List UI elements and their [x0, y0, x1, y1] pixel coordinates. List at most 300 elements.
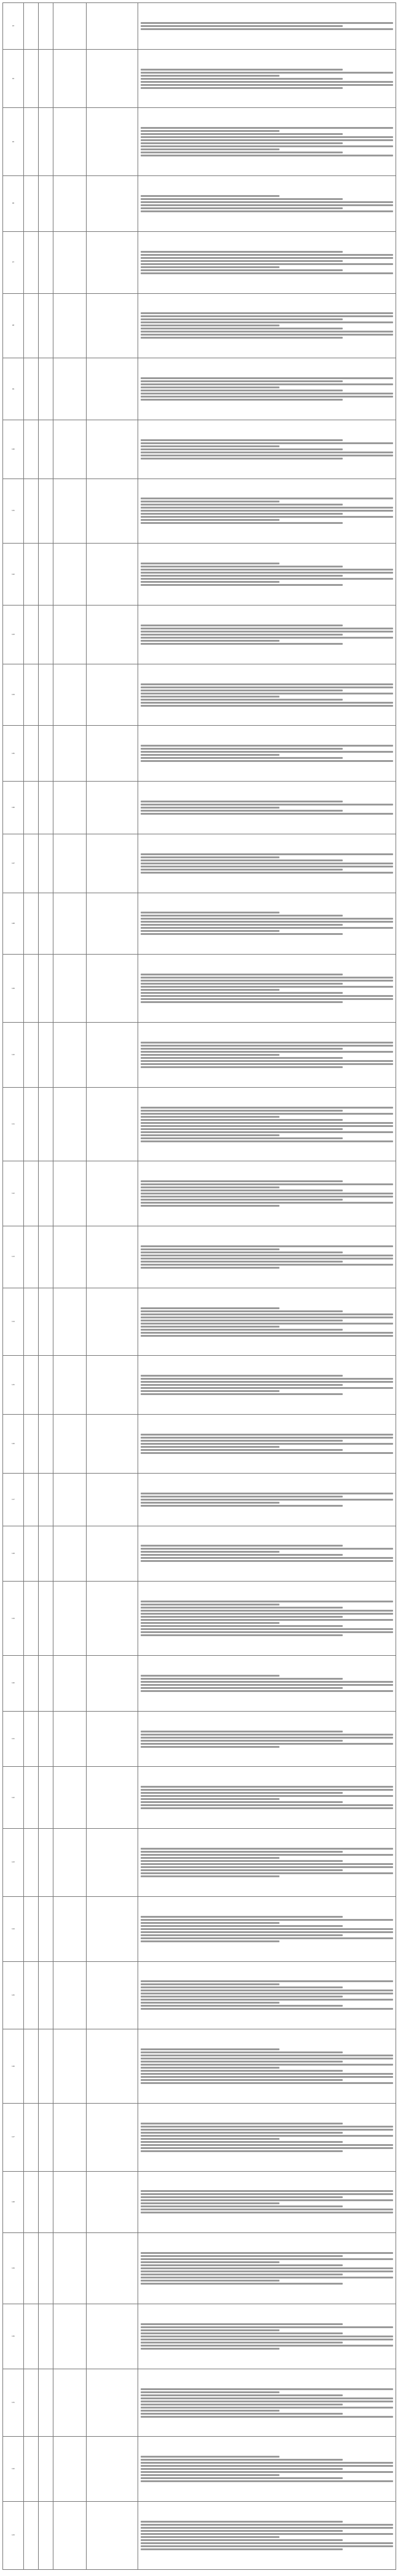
text-line	[141, 2258, 393, 2260]
text-line	[141, 2255, 343, 2257]
row-number: 103	[3, 606, 24, 664]
text-line	[141, 1737, 393, 1739]
text-line	[141, 2462, 393, 2464]
text-line	[141, 1332, 393, 1334]
document-page	[2, 2, 396, 2570]
table-row	[3, 726, 396, 782]
text-line	[141, 2471, 393, 2473]
text-line	[141, 2539, 343, 2541]
text-line	[141, 1681, 393, 1683]
text-line	[141, 2070, 343, 2072]
text-line	[141, 1180, 343, 1182]
district-cell	[24, 2502, 39, 2570]
text-line	[141, 696, 279, 698]
text-line	[141, 1119, 343, 1121]
content-cell	[138, 479, 396, 544]
text-line	[141, 992, 343, 994]
text-line	[141, 1916, 343, 1918]
row-number: 111	[3, 1087, 24, 1161]
unit-cell	[53, 2233, 87, 2304]
item-cell	[87, 2369, 138, 2437]
row-number: 129	[3, 2233, 24, 2304]
table-row	[3, 2437, 396, 2502]
table-row	[3, 1896, 396, 1961]
row-number: 127	[3, 2103, 24, 2171]
text-line	[141, 337, 343, 339]
text-line	[141, 801, 343, 802]
unit-cell	[53, 664, 87, 726]
text-line	[141, 1548, 393, 1550]
text-line	[141, 87, 343, 89]
text-line	[141, 2051, 343, 2053]
text-line	[141, 2348, 279, 2350]
department-cell	[39, 420, 53, 479]
text-line	[141, 1740, 343, 1742]
text-line	[141, 1801, 343, 1803]
text-line	[141, 1848, 393, 1850]
row-number: 116	[3, 1415, 24, 1474]
department-cell	[39, 479, 53, 544]
district-cell	[24, 2029, 39, 2104]
table-row	[3, 2369, 396, 2437]
text-line	[141, 2388, 393, 2390]
text-line	[141, 1001, 343, 1003]
text-line	[141, 2342, 343, 2343]
unit-cell	[53, 2369, 87, 2437]
unit-cell	[53, 293, 87, 358]
row-number: 101	[3, 479, 24, 544]
unit-cell	[53, 1711, 87, 1767]
text-line	[141, 1493, 393, 1494]
department-cell	[39, 1711, 53, 1767]
row-number: 97	[3, 231, 24, 293]
content-cell	[138, 1473, 396, 1526]
department-cell	[39, 176, 53, 232]
text-line	[141, 1110, 343, 1112]
text-line	[141, 507, 393, 509]
table-row	[3, 782, 396, 834]
text-line	[141, 1496, 343, 1498]
text-line	[141, 269, 343, 271]
item-cell	[87, 1473, 138, 1526]
content-cell	[138, 1226, 396, 1288]
text-line	[141, 1684, 393, 1686]
text-line	[141, 804, 393, 805]
text-line	[141, 513, 343, 515]
content-cell	[138, 420, 396, 479]
district-cell	[24, 293, 39, 358]
text-line	[141, 2150, 343, 2152]
text-line	[141, 1786, 393, 1788]
item-cell	[87, 955, 138, 1023]
department-cell	[39, 293, 53, 358]
text-line	[141, 152, 343, 153]
table-row	[3, 1961, 396, 2029]
department-cell	[39, 1022, 53, 1087]
text-line	[141, 321, 393, 323]
text-line	[141, 1731, 343, 1732]
text-line	[141, 455, 393, 456]
text-line	[141, 1925, 343, 1927]
text-line	[141, 2345, 393, 2347]
text-line	[141, 1452, 393, 1454]
table-row	[3, 1415, 396, 1474]
text-line	[141, 2456, 279, 2458]
text-line	[141, 869, 343, 871]
district-cell	[24, 1961, 39, 2029]
table-row	[3, 1655, 396, 1711]
table-row	[3, 1711, 396, 1767]
unit-cell	[53, 176, 87, 232]
table-row	[3, 1226, 396, 1288]
district-cell	[24, 1022, 39, 1087]
text-line	[141, 390, 343, 391]
text-line	[141, 566, 343, 567]
department-cell	[39, 2171, 53, 2233]
text-line	[141, 748, 343, 750]
table-row	[3, 1829, 396, 1897]
text-line	[141, 921, 393, 923]
text-line	[141, 1634, 343, 1636]
district-cell	[24, 606, 39, 664]
text-line	[141, 516, 393, 518]
text-line	[141, 1313, 393, 1315]
department-cell	[39, 1767, 53, 1829]
text-line	[141, 1329, 343, 1331]
item-cell	[87, 1087, 138, 1161]
text-line	[141, 1390, 279, 1392]
unit-cell	[53, 1356, 87, 1415]
content-cell	[138, 726, 396, 782]
district-cell	[24, 1582, 39, 1656]
table-row	[3, 3, 396, 50]
table-row	[3, 231, 396, 293]
district-cell	[24, 231, 39, 293]
text-line	[141, 1449, 343, 1451]
item-cell	[87, 358, 138, 420]
text-line	[141, 1690, 393, 1692]
content-cell	[138, 358, 396, 420]
text-line	[141, 312, 393, 314]
text-line	[141, 2135, 393, 2137]
text-line	[141, 933, 343, 935]
text-line	[141, 1267, 279, 1269]
department-cell	[39, 1226, 53, 1288]
district-cell	[24, 664, 39, 726]
text-line	[141, 1054, 279, 1056]
text-line	[141, 1557, 393, 1559]
content-cell	[138, 1961, 396, 2029]
text-line	[141, 581, 279, 583]
text-line	[141, 1107, 393, 1109]
text-line	[141, 1928, 393, 1930]
text-line	[141, 1378, 393, 1380]
table-row	[3, 49, 396, 108]
department-cell	[39, 358, 53, 420]
unit-cell	[53, 782, 87, 834]
table-row	[3, 2103, 396, 2171]
text-line	[141, 1381, 393, 1383]
row-number: 123	[3, 1829, 24, 1897]
text-line	[141, 584, 343, 586]
row-number: 98	[3, 293, 24, 358]
text-line	[141, 1604, 279, 1605]
row-number: 128	[3, 2171, 24, 2233]
row-number: 124	[3, 1896, 24, 1961]
text-line	[141, 1190, 343, 1191]
text-line	[141, 856, 279, 858]
department-cell	[39, 2029, 53, 2104]
unit-cell	[53, 2502, 87, 2570]
content-cell	[138, 231, 396, 293]
text-line	[141, 986, 393, 988]
item-cell	[87, 1896, 138, 1961]
department-cell	[39, 1356, 53, 1415]
content-cell	[138, 1161, 396, 1226]
text-line	[141, 260, 343, 262]
text-line	[141, 1610, 393, 1612]
content-cell	[138, 1829, 396, 1897]
department-cell	[39, 606, 53, 664]
row-number: 94	[3, 49, 24, 108]
text-line	[141, 155, 393, 156]
text-line	[141, 2267, 393, 2269]
text-line	[141, 22, 393, 24]
text-line	[141, 983, 343, 985]
department-cell	[39, 2369, 53, 2437]
district-cell	[24, 2103, 39, 2171]
text-line	[141, 2261, 279, 2263]
department-cell	[39, 108, 53, 176]
text-line	[141, 2055, 393, 2056]
district-cell	[24, 3, 39, 50]
text-line	[141, 1205, 279, 1207]
row-number: 132	[3, 2437, 24, 2502]
unit-cell	[53, 2029, 87, 2104]
text-line	[141, 1996, 343, 1997]
item-cell	[87, 1655, 138, 1711]
text-line	[141, 1335, 393, 1337]
text-line	[141, 2126, 393, 2128]
row-number: 108	[3, 893, 24, 955]
table-row	[3, 893, 396, 955]
table-row	[3, 1022, 396, 1087]
text-line	[141, 2202, 279, 2204]
table-row	[3, 2029, 396, 2104]
content-cell	[138, 176, 396, 232]
text-line	[141, 2548, 343, 2550]
text-line	[141, 1264, 393, 1266]
row-number: 110	[3, 1022, 24, 1087]
text-line	[141, 1931, 393, 1933]
table-row	[3, 606, 396, 664]
text-line	[141, 1387, 393, 1389]
table-body	[3, 3, 396, 2570]
text-line	[141, 142, 343, 144]
text-line	[141, 136, 393, 138]
text-line	[141, 683, 393, 685]
text-line	[141, 1675, 279, 1677]
text-line	[141, 575, 343, 577]
text-line	[141, 386, 279, 388]
content-cell	[138, 1526, 396, 1582]
text-line	[141, 2064, 393, 2066]
text-line	[141, 501, 279, 502]
text-line	[141, 257, 393, 259]
item-cell	[87, 1226, 138, 1288]
text-line	[141, 396, 393, 398]
text-line	[141, 1601, 393, 1602]
text-line	[141, 1875, 279, 1877]
item-cell	[87, 1711, 138, 1767]
table-row	[3, 358, 396, 420]
unit-cell	[53, 1896, 87, 1961]
text-line	[141, 2147, 393, 2149]
text-line	[141, 872, 393, 874]
content-cell	[138, 293, 396, 358]
unit-cell	[53, 1087, 87, 1161]
text-line	[141, 2270, 393, 2272]
text-line	[141, 331, 393, 333]
text-line	[141, 1261, 343, 1263]
text-line	[141, 1137, 343, 1139]
text-line	[141, 859, 343, 861]
text-line	[141, 563, 279, 564]
district-cell	[24, 2233, 39, 2304]
text-line	[141, 754, 279, 756]
row-number: 102	[3, 544, 24, 606]
text-line	[141, 1202, 393, 1204]
text-line	[141, 2280, 279, 2282]
unit-cell	[53, 1415, 87, 1474]
text-line	[141, 1922, 279, 1924]
district-cell	[24, 1473, 39, 1526]
text-line	[141, 980, 393, 982]
item-cell	[87, 2437, 138, 2502]
text-line	[141, 2205, 343, 2207]
department-cell	[39, 231, 53, 293]
text-line	[141, 2336, 393, 2337]
unit-cell	[53, 1767, 87, 1829]
text-line	[141, 2073, 393, 2075]
row-number: 121	[3, 1711, 24, 1767]
text-line	[141, 1872, 393, 1874]
row-number: 107	[3, 834, 24, 893]
text-line	[141, 498, 393, 499]
text-line	[141, 1122, 393, 1124]
unit-cell	[53, 1226, 87, 1288]
text-line	[141, 380, 343, 382]
text-line	[141, 439, 343, 441]
text-line	[141, 2277, 393, 2278]
department-cell	[39, 3, 53, 50]
department-cell	[39, 49, 53, 108]
text-line	[141, 2391, 279, 2393]
text-line	[141, 266, 279, 268]
text-line	[141, 745, 393, 747]
item-cell	[87, 2502, 138, 2570]
text-line	[141, 1057, 343, 1059]
table-row	[3, 1161, 396, 1226]
content-cell	[138, 108, 396, 176]
text-line	[141, 1440, 343, 1442]
item-cell	[87, 2029, 138, 2104]
row-number: 126	[3, 2029, 24, 2104]
text-line	[141, 127, 393, 129]
text-line	[141, 625, 343, 626]
text-line	[141, 445, 279, 447]
unit-cell	[53, 3, 87, 50]
district-cell	[24, 358, 39, 420]
unit-cell	[53, 955, 87, 1023]
text-line	[141, 1545, 343, 1547]
text-line	[141, 2477, 343, 2479]
text-line	[141, 634, 343, 636]
department-cell	[39, 1582, 53, 1656]
text-line	[141, 1795, 393, 1797]
text-line	[141, 1607, 343, 1609]
row-number: 104	[3, 664, 24, 726]
content-cell	[138, 606, 396, 664]
department-cell	[39, 1161, 53, 1226]
item-cell	[87, 293, 138, 358]
text-line	[141, 2283, 343, 2285]
content-cell	[138, 2304, 396, 2369]
table-row	[3, 664, 396, 726]
text-line	[141, 2527, 393, 2529]
department-cell	[39, 834, 53, 893]
text-line	[141, 318, 343, 320]
text-line	[141, 1990, 393, 1991]
unit-cell	[53, 834, 87, 893]
text-line	[141, 2332, 343, 2334]
text-line	[141, 2252, 393, 2254]
text-line	[141, 1993, 393, 1994]
unit-cell	[53, 1582, 87, 1656]
text-line	[141, 989, 279, 991]
row-number: 115	[3, 1356, 24, 1415]
department-cell	[39, 2502, 53, 2570]
table-row	[3, 293, 396, 358]
text-line	[141, 2129, 393, 2131]
content-cell	[138, 834, 396, 893]
text-line	[141, 133, 343, 135]
text-line	[141, 1248, 279, 1250]
content-cell	[138, 1767, 396, 1829]
text-line	[141, 760, 393, 762]
text-line	[141, 2410, 279, 2412]
content-cell	[138, 1896, 396, 1961]
row-number: 131	[3, 2369, 24, 2437]
text-line	[141, 1045, 393, 1047]
text-line	[141, 210, 393, 212]
text-line	[141, 81, 393, 83]
text-line	[141, 2193, 393, 2195]
department-cell	[39, 2304, 53, 2369]
table-row	[3, 1582, 396, 1656]
text-line	[141, 148, 279, 150]
row-number: 96	[3, 176, 24, 232]
unit-cell	[53, 606, 87, 664]
text-line	[141, 977, 393, 978]
text-line	[141, 1746, 279, 1748]
item-cell	[87, 49, 138, 108]
text-line	[141, 2404, 343, 2405]
text-line	[141, 2397, 393, 2399]
unit-cell	[53, 231, 87, 293]
table-row	[3, 1473, 396, 1526]
text-line	[141, 2468, 343, 2470]
